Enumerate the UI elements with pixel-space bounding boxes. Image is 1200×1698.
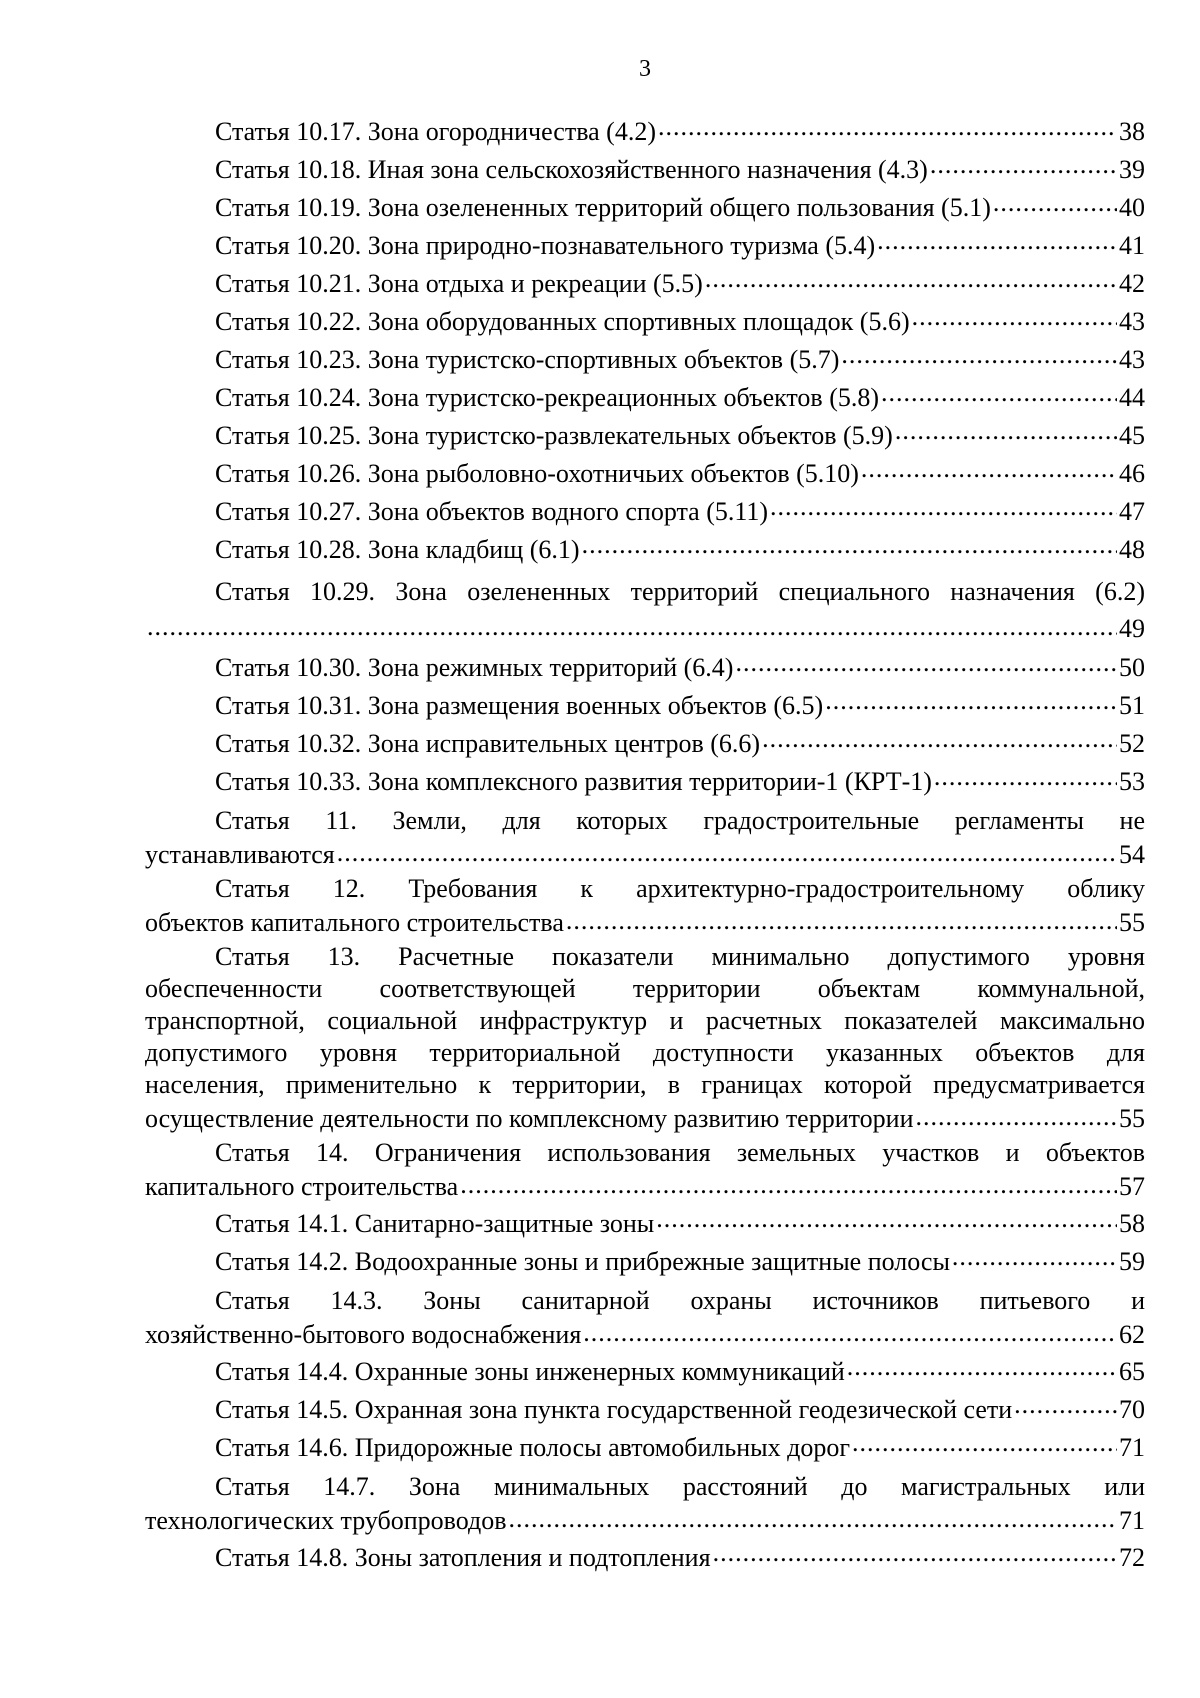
toc-entry-last-line: [145, 1503, 1145, 1535]
toc-entry-last-line: [145, 837, 1145, 869]
toc-entry[interactable]: [145, 1205, 1145, 1243]
toc-entry-page: 41: [1119, 231, 1145, 260]
toc-entry-title: Статья 10.31. Зона размещения военных объектов (6.5): [215, 691, 824, 720]
toc-entry-title: Статья 10.17. Зона огородничества (4.2): [215, 117, 656, 146]
dot-leader: [847, 1354, 1117, 1380]
toc-entry-title: Статья 14.6. Придорожные полосы автомобильных дорог: [215, 1433, 850, 1462]
dot-leader: [861, 456, 1117, 482]
toc-entry-page: 43: [1119, 345, 1145, 374]
toc-entry-multiline[interactable]: [145, 1137, 1145, 1201]
toc-entry-title: Статья 11. Земли, для которых градостроительные регламенты не: [215, 806, 1145, 835]
toc-entry[interactable]: [145, 493, 1145, 531]
toc-entry-page: 52: [1119, 729, 1145, 758]
toc-entry[interactable]: [145, 341, 1145, 379]
toc-entry-title: Статья 10.23. Зона туристско-спортивных объектов (5.7): [215, 345, 840, 374]
dot-leader: [916, 1101, 1118, 1127]
dot-leader: [656, 1206, 1117, 1232]
toc-entry-page: 45: [1119, 421, 1145, 450]
toc-entry-title-rest: технологических трубопроводов: [145, 1506, 507, 1535]
dot-leader: [895, 418, 1117, 444]
toc-entry-page: 43: [1119, 307, 1145, 336]
page-number: 3: [639, 56, 651, 82]
toc-entry-page: 54: [1119, 840, 1145, 869]
dot-leader: [582, 532, 1117, 558]
toc-entry-page: 48: [1119, 535, 1145, 564]
dot-leader: [952, 1244, 1117, 1270]
toc-entry-title: Статья 10.25. Зона туристско-развлекательных объектов (5.9): [215, 421, 893, 450]
dot-leader: [337, 837, 1117, 863]
dot-leader: [841, 342, 1117, 368]
toc-entry[interactable]: [145, 189, 1145, 227]
toc-entry-page: 55: [1119, 908, 1145, 937]
toc-entry-title: Статья 14.1. Санитарно-защитные зоны: [215, 1209, 655, 1238]
toc-entry-title: Статья 10.33. Зона комплексного развития территории-1 (КРТ-1): [215, 767, 932, 796]
toc-entry[interactable]: [145, 1391, 1145, 1429]
toc-entry-page: 42: [1119, 269, 1145, 298]
dot-leader: [881, 380, 1117, 406]
toc-entry-page: 51: [1119, 691, 1145, 720]
toc-entry-page: 49: [1119, 614, 1145, 643]
toc-entry-title: Статья 10.19. Зона озелененных территорий общего пользования (5.1): [215, 193, 991, 222]
toc-entry-title: Статья 14.3. Зоны санитарной охраны источников питьевого и: [215, 1286, 1145, 1315]
dot-leader: [934, 764, 1117, 790]
toc-entry-title: Статья 10.26. Зона рыболовно-охотничьих объектов (5.10): [215, 459, 859, 488]
toc-entry[interactable]: [145, 417, 1145, 455]
toc-entry-title: Статья 10.28. Зона кладбищ (6.1): [215, 535, 580, 564]
toc-entry-page: 57: [1119, 1172, 1145, 1201]
toc-entry-title: Статья 14.4. Охранные зоны инженерных коммуникаций: [215, 1357, 845, 1386]
dot-leader: [877, 228, 1117, 254]
toc-entry-title: Статья 10.30. Зона режимных территорий (6.4): [215, 653, 734, 682]
toc-entry-title: Статья 14.2. Водоохранные зоны и прибрежные защитные полосы: [215, 1247, 950, 1276]
toc-entry[interactable]: [145, 531, 1145, 569]
toc-entry-title: Статья 13. Расчетные показатели минимально допустимого уровня: [215, 942, 1145, 971]
toc-entry[interactable]: [145, 1539, 1145, 1577]
toc-entry-page: 50: [1119, 653, 1145, 682]
dot-leader: [705, 266, 1117, 292]
toc-entry-page: 44: [1119, 383, 1145, 412]
toc-entry[interactable]: [145, 265, 1145, 303]
toc-entry[interactable]: [145, 763, 1145, 801]
dot-leader: [825, 688, 1117, 714]
toc-entry-title-rest: капитального строительства: [145, 1172, 459, 1201]
toc-entry-page: 38: [1119, 117, 1145, 146]
toc-entry-last-line: [145, 611, 1145, 643]
toc-entry-title-line: обеспеченности соответствующей территории объектам коммунальной,: [145, 974, 1145, 1003]
dot-leader: [1014, 1392, 1117, 1418]
toc-entry-title-line: допустимого уровня территориальной доступности указанных объектов для: [145, 1038, 1145, 1067]
toc-entry-title-rest: хозяйственно-бытового водоснабжения: [145, 1320, 582, 1349]
toc-entry-page: 40: [1119, 193, 1145, 222]
dot-leader: [993, 190, 1117, 216]
toc-entry-page: 71: [1119, 1433, 1145, 1462]
toc-entry-last-line: [145, 905, 1145, 937]
toc-entry-title: Статья 14. Ограничения использования земельных участков и объектов: [215, 1138, 1145, 1167]
toc-entry-title: Статья 10.24. Зона туристско-рекреационных объектов (5.8): [215, 383, 880, 412]
toc-entry-title-rest: объектов капитального строительства: [145, 908, 564, 937]
toc-entry[interactable]: [145, 455, 1145, 493]
toc-entry-page: 58: [1119, 1209, 1145, 1238]
dot-leader: [509, 1503, 1117, 1529]
toc-entry-page: 55: [1119, 1104, 1145, 1133]
toc-entry-page: 53: [1119, 767, 1145, 796]
toc-entry-last-line: [145, 1169, 1145, 1201]
toc-entry-page: 72: [1119, 1543, 1145, 1572]
toc-entry-title-line: транспортной, социальной инфраструктур и расчетных показателей максимально: [145, 1006, 1145, 1035]
toc-entry[interactable]: [145, 113, 1145, 151]
toc-entry-title: Статья 10.18. Иная зона сельскохозяйственного назначения (4.3): [215, 155, 928, 184]
dot-leader: [735, 650, 1117, 676]
toc-entry-page: 65: [1119, 1357, 1145, 1386]
toc-entry[interactable]: [145, 725, 1145, 763]
dot-leader: [852, 1430, 1117, 1456]
toc-entry-last-line: [145, 1101, 1145, 1133]
table-of-contents: [145, 113, 1145, 1577]
toc-entry-page: 46: [1119, 459, 1145, 488]
toc-entry-title: Статья 14.8. Зоны затопления и подтопления: [215, 1543, 711, 1572]
toc-entry[interactable]: [145, 379, 1145, 417]
toc-entry[interactable]: [145, 303, 1145, 341]
dot-leader: [930, 152, 1117, 178]
toc-entry[interactable]: [145, 1353, 1145, 1391]
dot-leader: [460, 1169, 1117, 1195]
toc-entry-title-rest: устанавливаются: [145, 840, 335, 869]
toc-entry-title: Статья 14.5. Охранная зона пункта государственной геодезической сети: [215, 1395, 1013, 1424]
toc-entry-title: Статья 10.22. Зона оборудованных спортивных площадок (5.6): [215, 307, 910, 336]
toc-entry-title: Статья 14.7. Зона минимальных расстояний до магистральных или: [215, 1472, 1145, 1501]
dot-leader: [566, 905, 1117, 931]
toc-entry-title: Статья 12. Требования к архитектурно-градостроительному облику: [215, 874, 1145, 903]
toc-entry-multiline[interactable]: [145, 873, 1145, 937]
toc-entry[interactable]: [145, 687, 1145, 725]
toc-entry-page: 70: [1119, 1395, 1145, 1424]
dot-leader: [762, 726, 1117, 752]
dot-leader: [770, 494, 1117, 520]
toc-entry-title: Статья 10.27. Зона объектов водного спорта (5.11): [215, 497, 769, 526]
toc-entry[interactable]: [145, 649, 1145, 687]
toc-entry[interactable]: [145, 151, 1145, 189]
toc-entry-multiline[interactable]: [145, 1285, 1145, 1349]
toc-entry-title: Статья 10.20. Зона природно-познавательного туризма (5.4): [215, 231, 876, 260]
toc-entry-multiline[interactable]: [145, 573, 1145, 643]
dot-leader: [658, 114, 1117, 140]
toc-entry-title-line: населения, применительно к территории, в границах которой предусматривается: [145, 1070, 1145, 1099]
toc-entry-multiline[interactable]: [145, 805, 1145, 869]
toc-entry-title: Статья 10.21. Зона отдыха и рекреации (5.5): [215, 269, 703, 298]
toc-entry-page: 59: [1119, 1247, 1145, 1276]
toc-entry[interactable]: [145, 1243, 1145, 1281]
toc-entry-multiline[interactable]: [145, 941, 1145, 1133]
toc-entry-title: Статья 10.32. Зона исправительных центров (6.6): [215, 729, 761, 758]
toc-entry-last-line: [145, 1317, 1145, 1349]
toc-entry-multiline[interactable]: [145, 1471, 1145, 1535]
toc-entry-title: Статья 10.29. Зона озелененных территорий специального назначения (6.2): [215, 577, 1145, 606]
toc-entry[interactable]: [145, 1429, 1145, 1467]
dot-leader: [713, 1540, 1117, 1566]
dot-leader: [583, 1317, 1117, 1343]
dot-leader: [912, 304, 1117, 330]
dot-leader: [147, 611, 1117, 637]
toc-entry-page: 71: [1119, 1506, 1145, 1535]
toc-entry-title-rest: осуществление деятельности по комплексному развитию территории: [145, 1104, 914, 1133]
toc-entry-page: 62: [1119, 1320, 1145, 1349]
toc-entry[interactable]: [145, 227, 1145, 265]
toc-entry-page: 47: [1119, 497, 1145, 526]
toc-entry-page: 39: [1119, 155, 1145, 184]
